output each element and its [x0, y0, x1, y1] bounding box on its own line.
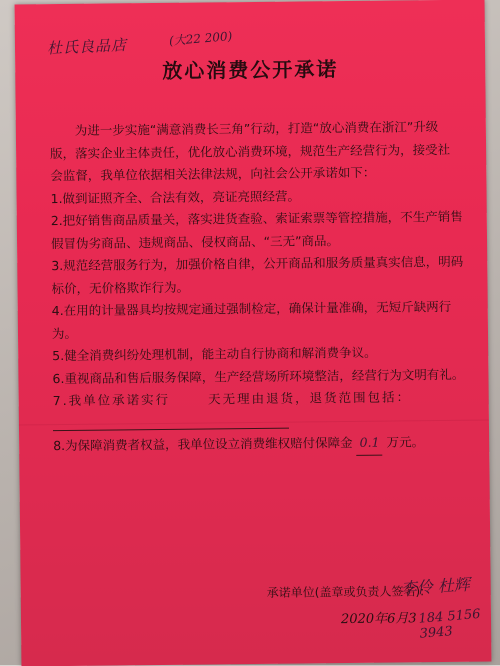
handwritten-phone: 184 5156 3943 — [418, 606, 492, 642]
guarantee-amount: 0.1 — [356, 432, 382, 456]
handwritten-store-name: 杜氏良品店 — [47, 34, 128, 59]
pledge-item-1: 1.做到证照齐全、合法有效，亮证亮照经营。 — [50, 183, 462, 210]
pledge-item-3: 3.规范经营服务行为，加强价格自律，公开商品和服务质量真实信息，明码标价，无价格欺诈行为。 — [51, 251, 463, 300]
item7-prefix: 7.我单位承诺实行 — [53, 392, 171, 408]
document-title: 放心消费公开承诺 — [15, 52, 485, 86]
pledge-item-7 — [53, 386, 465, 435]
item8-prefix: 8.为保障消费者权益，我单位设立消费维权赔付保障金 — [53, 435, 353, 453]
pledge-item-2: 2.把好销售商品质量关，落实进货查验、索证索票等管控措施，不生产销售假冒伪劣商品、违规商品、侵权商品、“三无”商品。 — [51, 206, 463, 255]
handwritten-code: (大22 200) — [168, 27, 233, 49]
pledge-paper — [15, 0, 492, 666]
intro-paragraph: 为进一步实施“满意消费长三角”行动，打造“放心消费在浙江”升级版，落实企业主体责任，优化放心消费环境，规范生产经营行为，接受社会监督，我单位依据相关法律法规，向社会公开承诺如下： — [50, 116, 463, 188]
handwritten-signature: 李伶 杜辉 — [400, 572, 470, 599]
handwritten-date: 2020年6月3 — [341, 607, 417, 627]
item8-suffix: 万元。 — [386, 434, 424, 449]
pledge-item-8 — [53, 431, 465, 459]
pledge-item-6: 6.重视商品和售后服务保障，生产经营场所环境整洁，经营行为文明有礼。 — [52, 363, 464, 390]
pledge-item-4: 4.在用的计量器具均按规定通过强制检定，确保计量准确，无短斤缺两行为。 — [52, 296, 464, 345]
pledge-item-5: 5.健全消费纠纷处理机制，能主动自行协商和解消费争议。 — [52, 341, 464, 368]
item7-mid: 天无理由退货，退货范围包括： — [208, 389, 411, 406]
document-body — [50, 116, 466, 459]
signature-label: 承诺单位(盖章或负责人签名): — [267, 582, 425, 601]
